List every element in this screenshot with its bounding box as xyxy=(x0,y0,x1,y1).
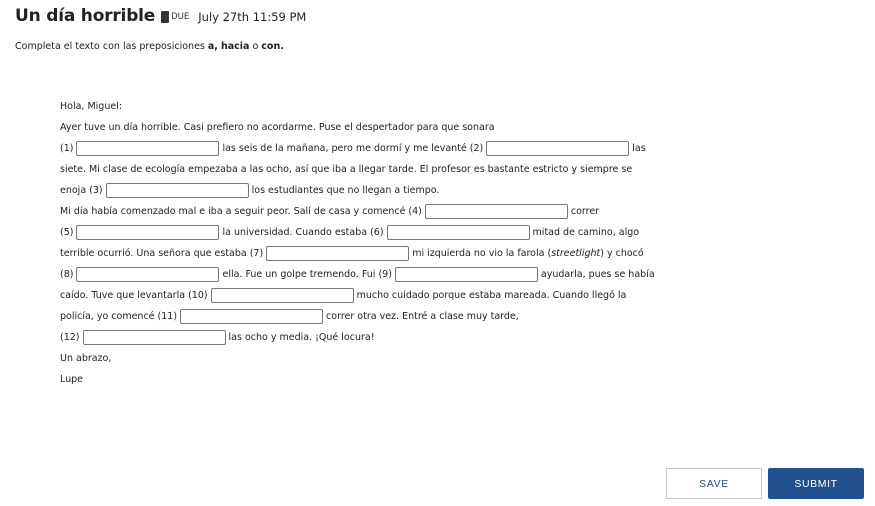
letter-line xyxy=(60,180,670,201)
letter-line xyxy=(60,243,670,264)
blank-input-6[interactable] xyxy=(387,225,530,240)
letter-text-segment: correr otra vez. Entré a clase muy tarde, xyxy=(326,311,519,322)
letter-text-segment: terrible ocurrió. Una señora que estaba (7) xyxy=(60,248,264,259)
page-title: Un día horrible xyxy=(15,6,156,26)
letter-line xyxy=(60,306,670,327)
blank-input-2[interactable] xyxy=(486,141,629,156)
blank-input-9[interactable] xyxy=(395,267,538,282)
letter-text-segment: siete. Mi clase de ecología empezaba a las ocho, así que iba a llegar tarde. El profesor es bastante estricto y siempre se xyxy=(60,164,633,175)
letter-text-segment: correr xyxy=(570,206,600,217)
letter-line xyxy=(60,264,670,285)
instructions-text: Completa el texto con las preposiciones xyxy=(15,41,208,52)
letter-line xyxy=(60,327,670,348)
letter-line xyxy=(60,96,670,117)
blank-input-5[interactable] xyxy=(76,225,219,240)
blank-input-1[interactable] xyxy=(76,141,219,156)
blank-input-4[interactable] xyxy=(425,204,568,219)
closing: Un abrazo, xyxy=(60,353,112,364)
english-gloss: streetlight xyxy=(551,248,601,259)
letter-line xyxy=(60,285,670,306)
letter-text-segment: Ayer tuve un día horrible. Casi prefiero no acordarme. Puse el despertador para que sonara xyxy=(60,122,495,133)
letter-text-segment: mucho cuidado porque estaba mareada. Cuando llegó la xyxy=(356,290,627,301)
blank-number-8: (8) xyxy=(60,269,74,280)
letter-text-segment: ayudarla, pues se había xyxy=(540,269,655,280)
due-date: July 27th 11:59 PM xyxy=(198,10,307,24)
option-con: con. xyxy=(261,41,284,52)
letter-text-segment: enoja (3) xyxy=(60,185,103,196)
due-label: DUE xyxy=(171,12,190,22)
blank-input-7[interactable] xyxy=(266,246,409,261)
letter-text-segment: ) y chocó xyxy=(600,248,644,259)
letter-text-segment: los estudiantes que no llegan a tiempo. xyxy=(251,185,440,196)
option-hacia: hacia xyxy=(220,41,250,52)
instructions-or: o xyxy=(249,41,262,52)
letter-text-segment: caído. Tuve que levantarla (10) xyxy=(60,290,208,301)
letter-text-segment: las xyxy=(632,143,646,154)
letter-line xyxy=(60,201,670,222)
letter-text-segment: la universidad. Cuando estaba (6) xyxy=(222,227,384,238)
instructions xyxy=(15,41,284,52)
save-button[interactable]: SAVE xyxy=(666,468,762,499)
letter-line xyxy=(60,222,670,243)
letter-line xyxy=(60,117,670,138)
blank-number-1: (1) xyxy=(60,143,74,154)
letter-line xyxy=(60,138,670,159)
blank-input-11[interactable] xyxy=(180,309,323,324)
letter-text-segment: ella. Fue un golpe tremendo. Fui (9) xyxy=(222,269,392,280)
calendar-icon xyxy=(161,11,169,23)
assignment-header xyxy=(15,6,306,26)
letter-text-segment: Mi día había comenzado mal e iba a seguir peor. Salí de casa y comencé (4) xyxy=(60,206,422,217)
letter-text-segment: las ocho y media. ¡Qué locura! xyxy=(228,332,375,343)
blank-input-12[interactable] xyxy=(83,330,226,345)
letter-text xyxy=(60,96,670,390)
letter-text-segment: mi izquierda no vio la farola ( xyxy=(412,248,552,259)
blank-number-12: (12) xyxy=(60,332,80,343)
blank-input-10[interactable] xyxy=(211,288,354,303)
letter-text-segment: las seis de la mañana, pero me dormí y me levanté (2) xyxy=(222,143,484,154)
greeting: Hola, Miguel: xyxy=(60,101,123,112)
blank-number-5: (5) xyxy=(60,227,74,238)
signature: Lupe xyxy=(60,374,84,385)
letter-line xyxy=(60,369,670,390)
blank-input-8[interactable] xyxy=(76,267,219,282)
blank-input-3[interactable] xyxy=(106,183,249,198)
letter-text-segment: policía, yo comencé (11) xyxy=(60,311,178,322)
letter-line xyxy=(60,159,670,180)
submit-button[interactable]: SUBMIT xyxy=(768,468,864,499)
option-a: a, xyxy=(207,41,218,52)
letter-line xyxy=(60,348,670,369)
letter-text-segment: mitad de camino, algo xyxy=(532,227,640,238)
